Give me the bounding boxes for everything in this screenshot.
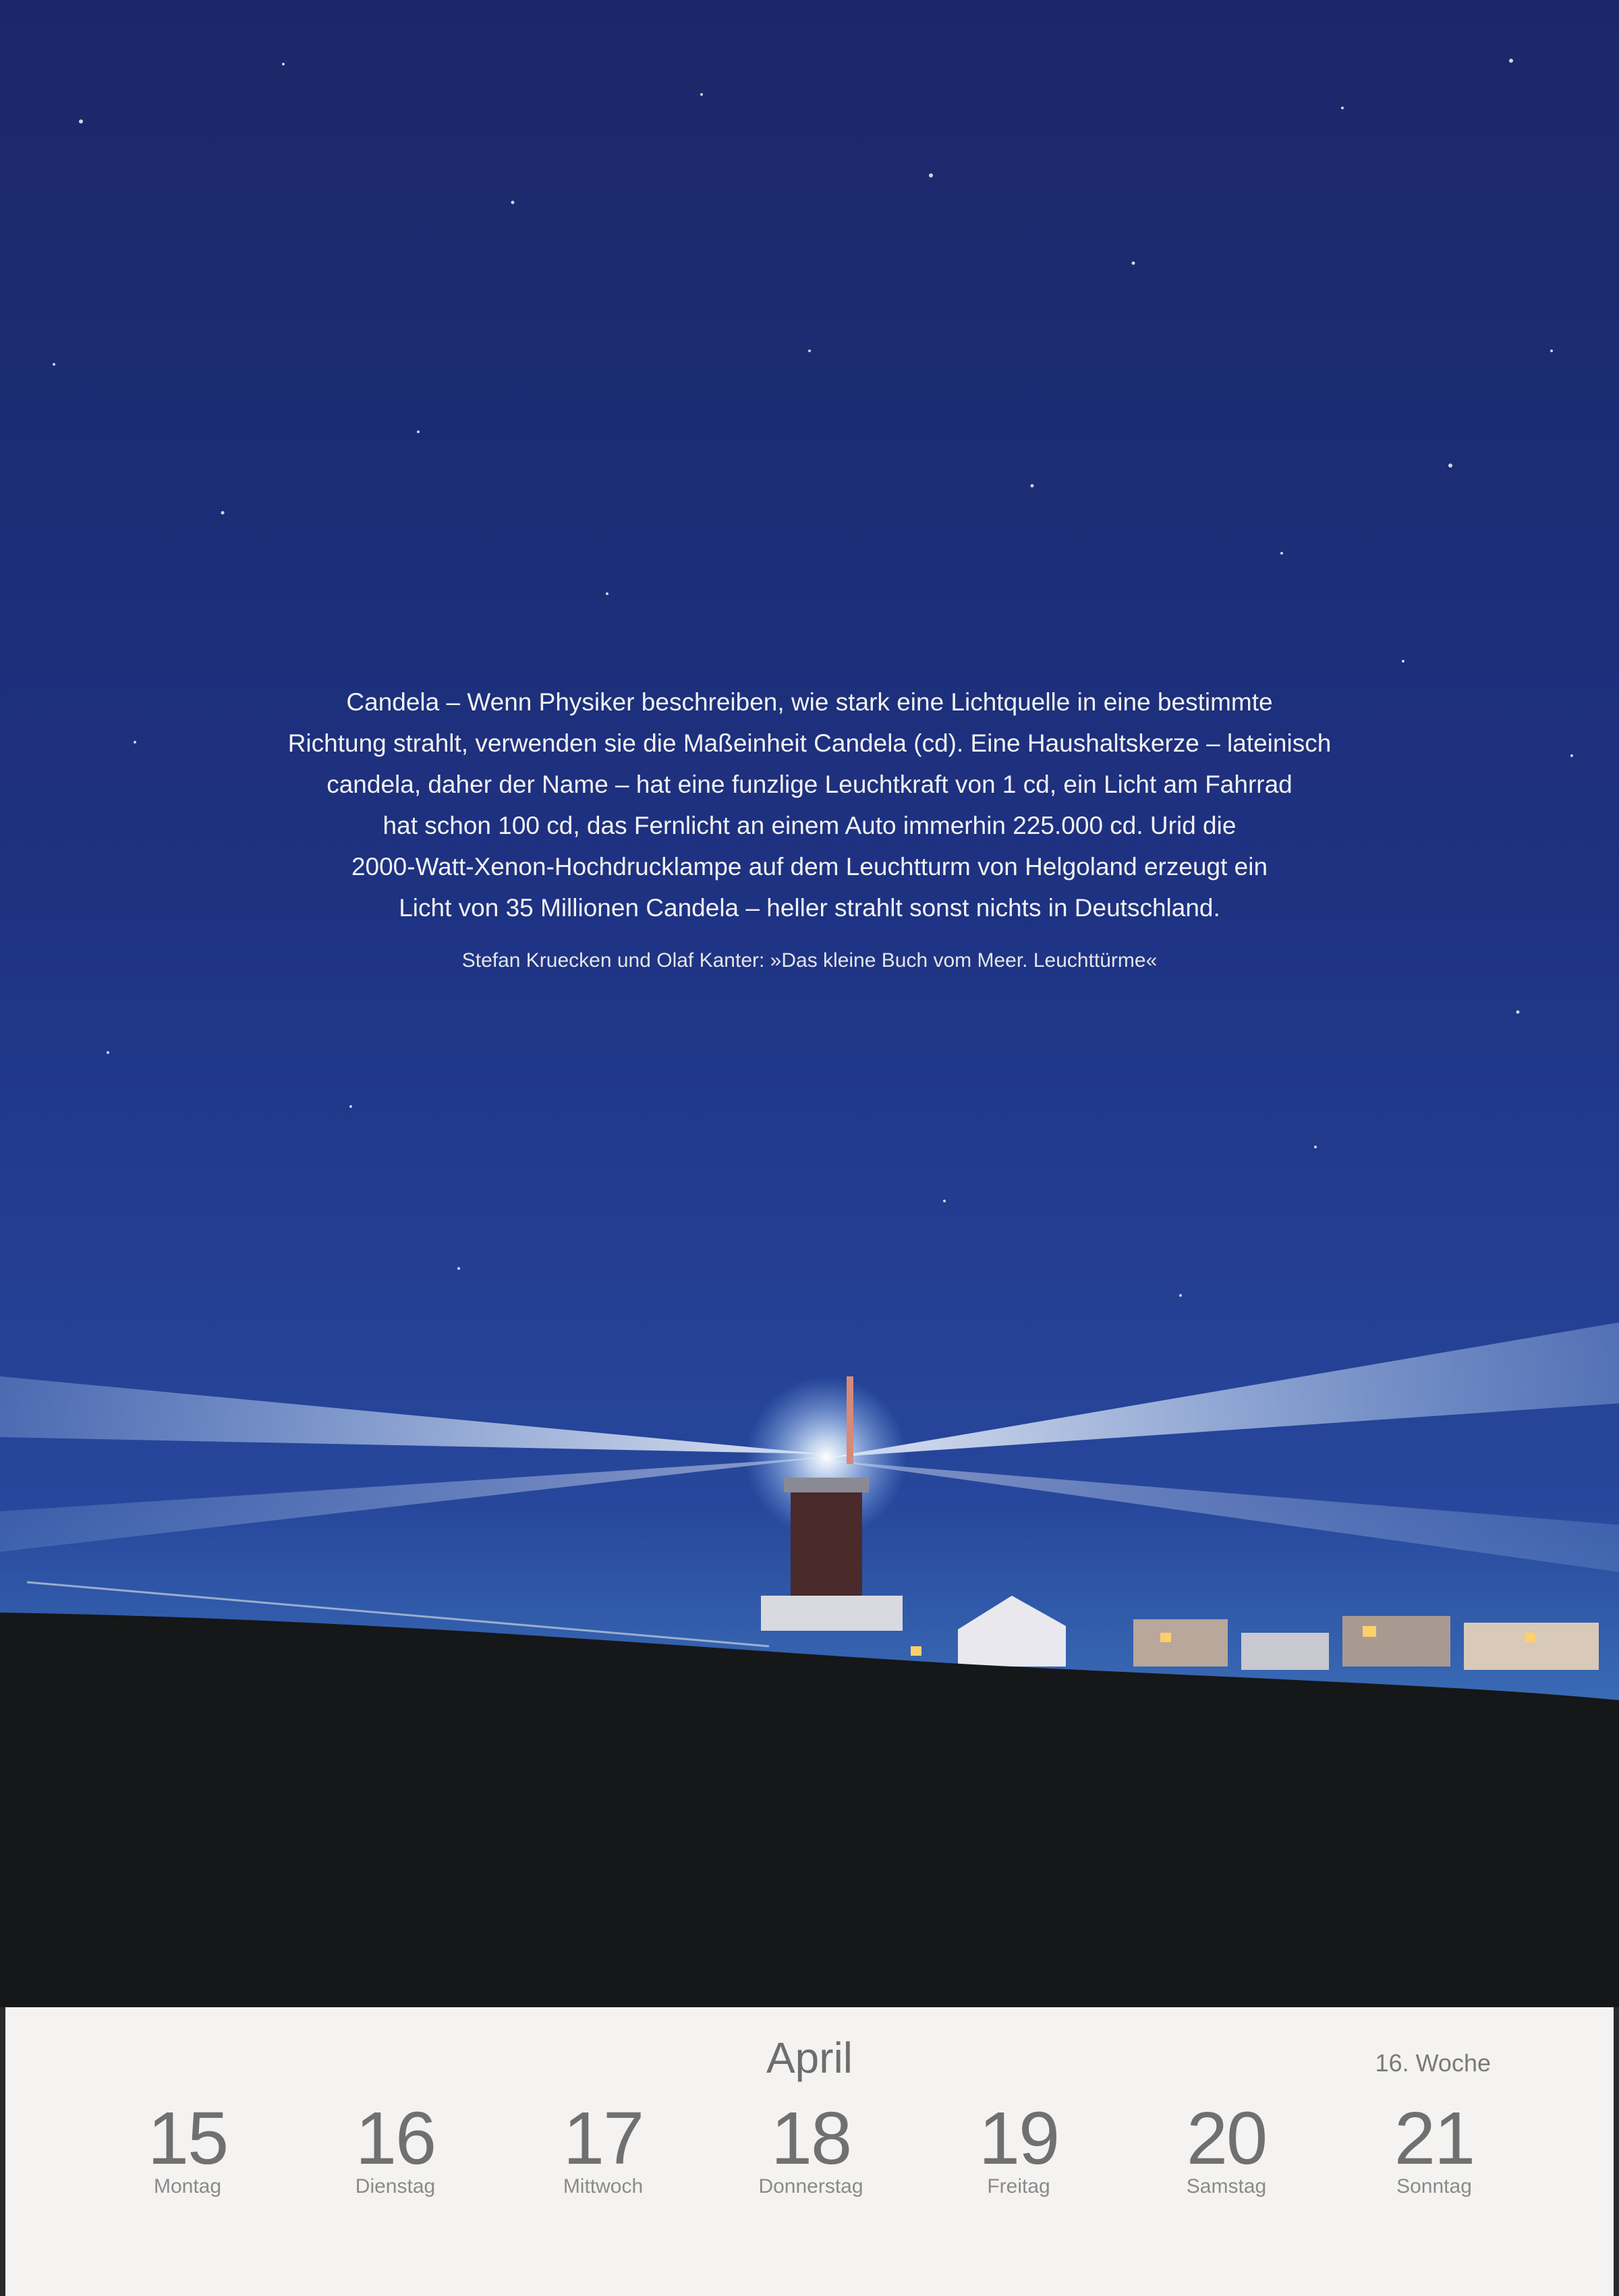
day-name: Donnerstag — [758, 2175, 863, 2197]
day-column — [113, 2098, 262, 2198]
day-column — [944, 2098, 1093, 2198]
quote-line: hat schon 100 cd, das Fernlicht an einem Auto immerhin 225.000 cd. Urid die — [382, 812, 1237, 839]
day-name: Freitag — [987, 2175, 1050, 2197]
day-column — [737, 2098, 885, 2198]
day-number: 16 — [355, 2097, 436, 2180]
day-name: Samstag — [1186, 2175, 1267, 2197]
day-column — [321, 2098, 470, 2198]
quote-line: Richtung strahlt, verwenden sie die Maßeinheit Candela (cd). Eine Haushaltskerze – lateinisch — [287, 729, 1332, 757]
day-name: Dienstag — [355, 2175, 436, 2197]
quote-attribution: Stefan Kruecken und Olaf Kanter: »Das kleine Buch vom Meer. Leuchttürme« — [461, 949, 1158, 972]
day-number: 18 — [770, 2097, 851, 2180]
quote-line: Licht von 35 Millionen Candela – heller strahlt sonst nichts in Deutschland. — [399, 894, 1220, 922]
day-column — [1152, 2098, 1301, 2198]
calendar-strip — [0, 2007, 1619, 2296]
quote-line: candela, daher der Name – hat eine funzlige Leuchtkraft von 1 cd, ein Licht am Fahrrad — [326, 771, 1293, 798]
quote-block — [202, 681, 1417, 974]
day-number: 15 — [147, 2097, 228, 2180]
day-column — [529, 2098, 677, 2198]
day-number: 19 — [978, 2097, 1059, 2180]
quote-line: 2000-Watt-Xenon-Hochdrucklampe auf dem Leuchtturm von Helgoland erzeugt ein — [351, 853, 1268, 880]
week-label: 16. Woche — [1375, 2049, 1491, 2077]
day-name: Mittwoch — [563, 2175, 644, 2197]
day-number: 21 — [1394, 2097, 1475, 2180]
day-name: Montag — [153, 2175, 222, 2197]
day-column — [1360, 2098, 1508, 2198]
day-number: 17 — [563, 2097, 644, 2180]
quote-line: Candela – Wenn Physiker beschreiben, wie stark eine Lichtquelle in eine bestimmte — [346, 688, 1273, 716]
day-number: 20 — [1186, 2097, 1267, 2180]
day-name: Sonntag — [1396, 2175, 1472, 2197]
month-label: April — [766, 2034, 853, 2082]
